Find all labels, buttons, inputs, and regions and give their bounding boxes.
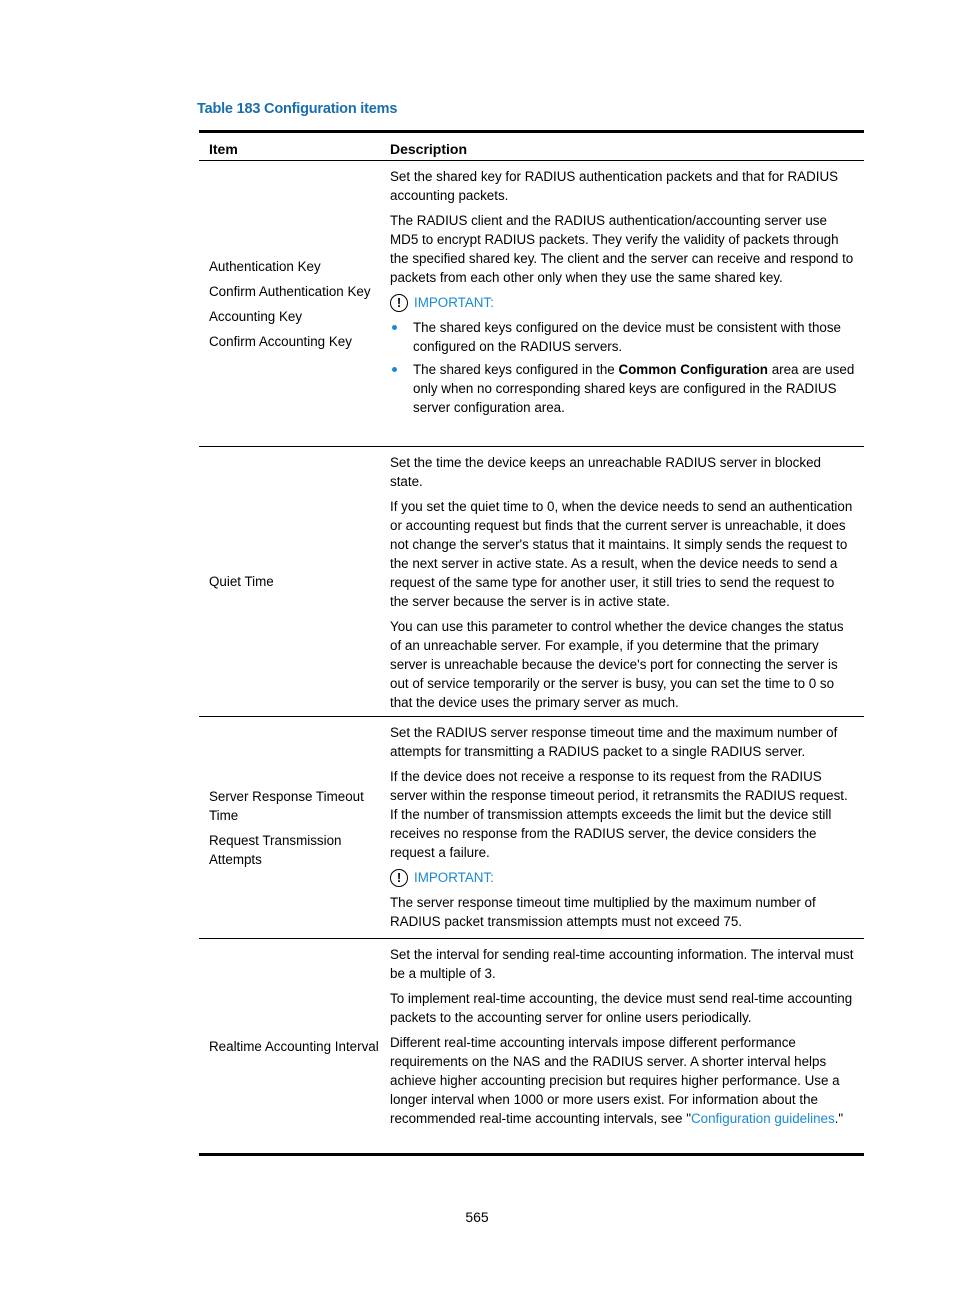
description-paragraph: The server response timeout time multiplied by the maximum number of RADIUS packet transmission attempts must not exceed 75.: [390, 895, 816, 929]
header-item: Item: [209, 141, 238, 157]
bullet-list: [390, 318, 856, 417]
table-caption: Table 183 Configuration items: [197, 101, 398, 117]
description-paragraph: [390, 1033, 856, 1128]
exclamation-icon: !: [390, 294, 408, 312]
item-cell: [199, 717, 390, 938]
description-paragraph: Set the time the device keeps an unreachable RADIUS server in blocked state.: [390, 455, 821, 489]
bullet-text-post: area are used only when no corresponding shared keys are configured in the RADIUS server configuration area.: [413, 362, 855, 415]
table-row: [199, 447, 864, 717]
item-label: Confirm Authentication Key: [209, 283, 371, 299]
bullet-text-pre: The shared keys configured in the: [413, 362, 619, 377]
item-cell: [199, 447, 390, 716]
item-label: Confirm Accounting Key: [209, 333, 352, 349]
paragraph-text: .": [834, 1111, 844, 1126]
bullet-text: The shared keys configured on the device must be consistent with those configured on the RADIUS servers.: [413, 320, 841, 354]
description-paragraph: Set the interval for sending real-time accounting information. The interval must be a multiple of 3.: [390, 947, 854, 981]
paragraph-text: Different real-time accounting intervals impose different performance requirements on the NAS and the RADIUS server. A shorter interval helps achieve higher accounting precision but requires higher performance. Use a longer interval when 1000 or more users exist. For information about the recommended real-time accounting intervals, see ": [390, 1035, 840, 1126]
bullet-text-bold: Common Configuration: [618, 362, 768, 377]
table-row: [199, 939, 864, 1153]
table-row: [199, 717, 864, 939]
item-label: Quiet Time: [209, 574, 274, 589]
important-label: IMPORTANT:: [414, 870, 494, 885]
exclamation-icon: !: [390, 869, 408, 887]
description-paragraph: Set the shared key for RADIUS authentication packets and that for RADIUS accounting packets.: [390, 169, 839, 203]
description-cell: [390, 161, 864, 446]
item-cell: [199, 939, 390, 1153]
table-row: [199, 161, 864, 447]
important-label: IMPORTANT:: [414, 295, 494, 310]
description-paragraph: To implement real-time accounting, the device must send real-time accounting packets to the accounting server for online users periodically.: [390, 991, 853, 1025]
configuration-table: [199, 130, 864, 1156]
description-paragraph: The RADIUS client and the RADIUS authentication/accounting server use MD5 to encrypt RADIUS packets. They verify the validity of packets through the specified shared key. The client and the server can receive and respond to packets from each other only when they use the same shared key.: [390, 213, 854, 285]
important-note: [390, 293, 856, 312]
item-label: Accounting Key: [209, 308, 303, 324]
item-label: Request Transmission Attempts: [209, 832, 342, 867]
header-description: Description: [390, 141, 468, 157]
table-header: [199, 133, 864, 161]
important-note: [390, 868, 856, 887]
description-cell: [390, 939, 864, 1153]
bullet-icon: [392, 367, 397, 372]
item-cell: [199, 161, 390, 446]
description-paragraph: Set the RADIUS server response timeout time and the maximum number of attempts for transmitting a RADIUS packet to a single RADIUS server.: [390, 725, 838, 759]
item-label: Authentication Key: [209, 258, 321, 274]
description-paragraph: You can use this parameter to control whether the device changes the status of an unreachable server. For example, if you determine that the primary server is unreachable because the device's port for connecting the server is out of service temporarily or the server is busy, you can set the time to 0 so that the device uses the primary server as much.: [390, 619, 844, 710]
item-label: Server Response Timeout Time: [209, 788, 364, 823]
page-number: 565: [465, 1209, 489, 1225]
list-item: [390, 318, 856, 356]
item-label: Realtime Accounting Interval: [209, 1038, 379, 1054]
description-paragraph: If you set the quiet time to 0, when the device needs to send an authentication or accounting request but finds that the current server is unreachable, it does not change the server's status that it maintains. It simply sends the request to the next server in active state. As a result, when the device needs to send a request of the same type for another user, it still tries to send the request to the server because the server is in active state.: [390, 499, 853, 609]
description-cell: [390, 717, 864, 938]
bullet-icon: [392, 325, 397, 330]
description-paragraph: If the device does not receive a response to its request from the RADIUS server within the response timeout period, it retransmits the RADIUS request. If the number of transmission attempts exceeds the limit but the device still receives no response from the RADIUS server, the device considers the request a failure.: [390, 769, 848, 860]
configuration-guidelines-link[interactable]: Configuration guidelines: [690, 1111, 835, 1126]
description-cell: [390, 447, 864, 716]
list-item: [390, 360, 856, 417]
